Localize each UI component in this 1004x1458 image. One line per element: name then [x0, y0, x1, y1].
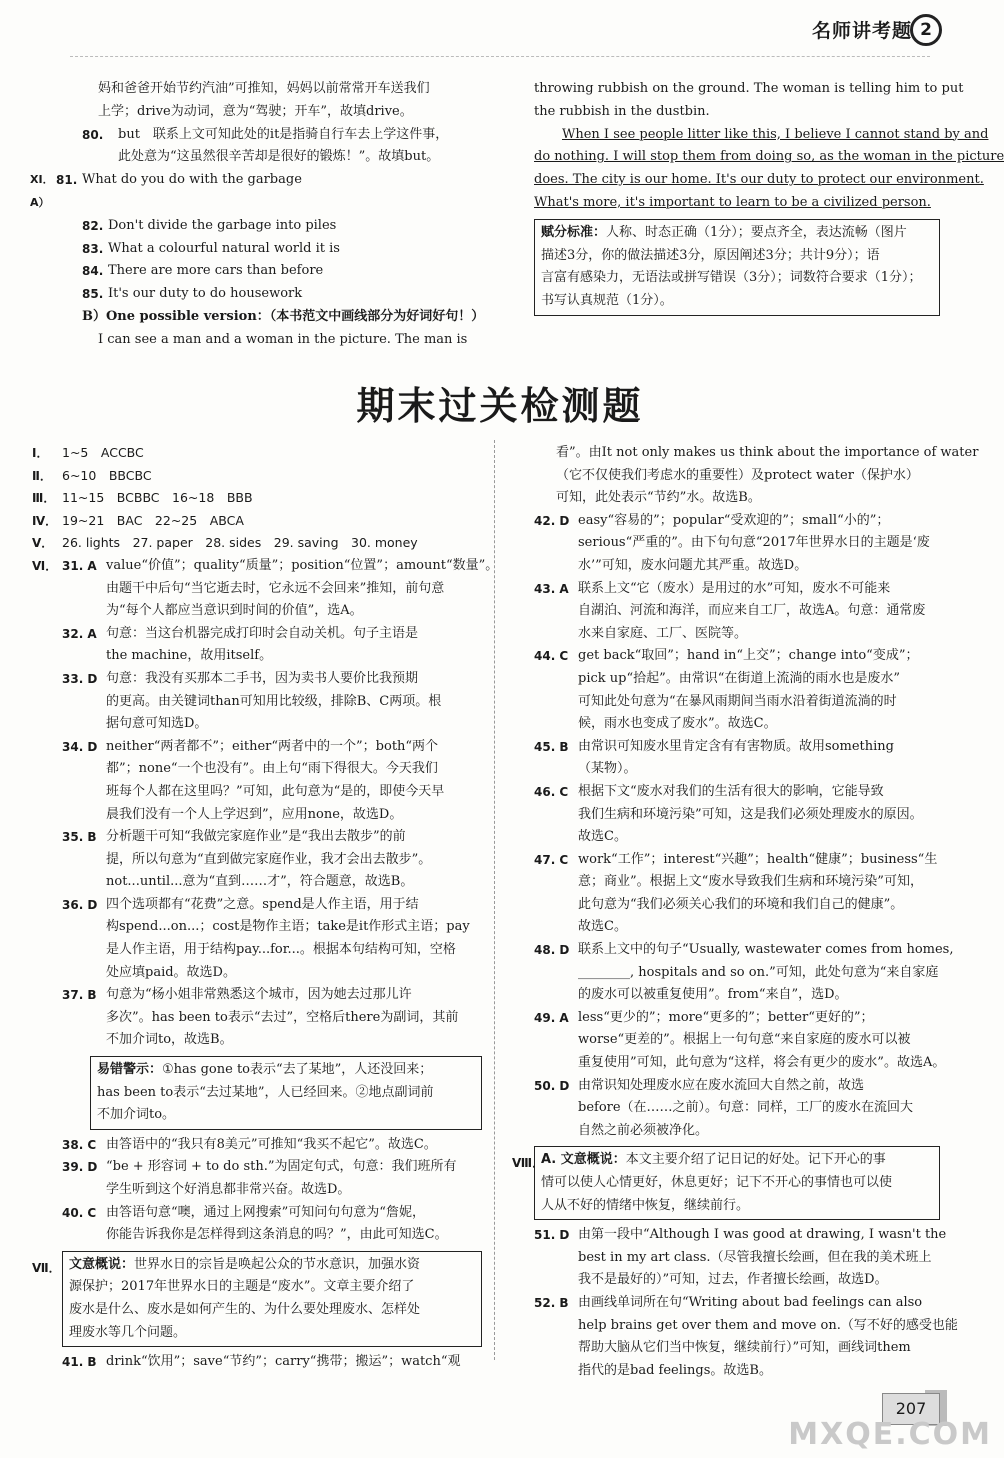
- text-line: 是人作主语，用于结构pay...for...。根据本句结构可知，空格: [106, 942, 456, 958]
- text-line: 我们生病和环境污染”可知，这是我们必须处理废水的原因。: [578, 806, 923, 822]
- text-line: 候，雨水也变成了废水”。故选C。: [578, 716, 777, 732]
- text-line: 自湖泊、河流和海洋，而应来自工厂，故选A。句意：通常废: [578, 603, 926, 619]
- text-line: 句意为“杨小姐非常熟悉这个城市，因为她去过那儿许: [106, 987, 412, 1003]
- item-number: 36. D: [62, 897, 98, 912]
- text-line: 看”。由It not only makes us think about the importance of water: [556, 445, 979, 460]
- item-text: What a colourful natural world it is: [108, 240, 340, 256]
- text-line: 学生听到这个好消息都非常兴奋。故选D。: [106, 1182, 351, 1197]
- text-line: drink“饮用”；save“节约”；carry“携带；搬运”；watch“观: [106, 1354, 461, 1370]
- text-line: 可知，此处表示“节约”水。故选B。: [556, 490, 761, 506]
- text-line: 联系上文中的句子“Usually, wastewater comes from homes,: [578, 942, 954, 958]
- passage-summary-box: [534, 1146, 940, 1220]
- item-text: It's our duty to do housework: [108, 286, 303, 302]
- answer-row-i: [32, 442, 482, 465]
- answer-item-34: [62, 736, 482, 826]
- item-number: 44. C: [534, 649, 569, 664]
- answer-item-49: [534, 1007, 946, 1075]
- text-line: 可知此处句意为“在暴风雨期间当雨水沿着街道流淌的时: [578, 693, 897, 709]
- essay-line: the rubbish in the dustbin.: [534, 103, 710, 119]
- item-number: 81.: [56, 173, 78, 188]
- item-number: 40. C: [62, 1205, 97, 1220]
- header-rule: [70, 56, 930, 57]
- item-number: 48. D: [534, 943, 570, 958]
- section-label: Ⅳ．: [32, 513, 58, 528]
- text-line: 为“每个人都应当意识到时间的价值”，选A。: [106, 603, 363, 619]
- text-line: 上学；drive为动词，意为“驾驶；开车”，故填drive。: [98, 103, 413, 119]
- text-line: value“价值”；quality“质量”；position“位置”；amount“数量”。: [106, 557, 499, 573]
- text-line: 根据下文“废水对我们的生活有很大的影响，它能导致: [578, 783, 884, 799]
- text-line: 人称、时态正确（1分）；要点齐全，表达流畅（图片: [606, 224, 907, 240]
- text-line: 由答语中的“我只有8美元”可推知“我买不起它”。故选C。: [106, 1136, 437, 1152]
- text-line: 联系上文“它（废水）是用过的水”可知，废水不可能来: [578, 580, 891, 596]
- text-line: 晨我们没有一个人上学迟到”，应用none，故选D。: [106, 806, 403, 822]
- text-line: 分析题干可知“我做完家庭作业”是“我出去散步”的前: [106, 829, 406, 845]
- text-line: has been to表示“去过某地”，人已经回来。②地点副词前: [97, 1084, 434, 1100]
- item-number: 50. D: [534, 1078, 570, 1093]
- text-line: worse“更差的”。根据上一句句意“来自家庭的废水可以被: [578, 1032, 911, 1048]
- text-line: 你能告诉我你是怎样得到这条消息的吗？”，由此可知选C。: [106, 1227, 448, 1243]
- text-line: （它不仅使我们考虑水的重要性）及protect water（保护水）: [556, 467, 919, 483]
- answer-item-44: [534, 645, 940, 735]
- answer-text: 6~10 BBCBC: [62, 467, 152, 483]
- answer-item-46: [534, 781, 940, 849]
- text-line: 由题干中后句“当它逝去时，它永远不会回来”推知，前句意: [106, 580, 445, 596]
- answer-item-82: [62, 215, 480, 238]
- text-line: 我不是最好的）”可知，过去，作者擅长绘画，故选D。: [578, 1272, 888, 1288]
- text-line: 的更高。由关键词than可知用比较级，排除B、C两项。根: [106, 693, 442, 709]
- text-line: 由第一段中“Although I was good at drawing, I wasn't the: [578, 1227, 947, 1243]
- brand-logo-icon: 2: [910, 14, 942, 46]
- item-number: 51. D: [534, 1228, 570, 1243]
- answer-item-36: [62, 894, 482, 984]
- text-line: 由画线单词所在句“Writing about bad feelings can also: [578, 1294, 923, 1310]
- answer-item-33: [62, 668, 482, 736]
- page-header: [0, 0, 1000, 70]
- text-line: get back“取回”；hand in“上交”；change into“变成”；: [578, 648, 919, 664]
- essay-line: When I see people litter like this, I believe I cannot stand by and: [562, 126, 989, 142]
- top-right-column: [534, 78, 1004, 320]
- answer-item-40: [62, 1202, 482, 1247]
- summary-label: A. 文意概说：: [541, 1152, 626, 1168]
- item-number: 41. B: [62, 1355, 97, 1370]
- essay-line: do nothing. I will stop them from doing so, as the woman in the picture: [534, 149, 1004, 165]
- answer-row-ii: [32, 465, 482, 488]
- text-line: 人从不好的情绪中恢复，继续前行。: [541, 1197, 750, 1213]
- item-number: 35. B: [62, 830, 97, 845]
- answer-row-iii: [32, 487, 482, 510]
- text-line: easy“容易的”；popular“受欢迎的”；small“小的”；: [578, 512, 890, 528]
- section-label-xi: XI．A）: [30, 173, 54, 209]
- series-brand: 名师讲考题: [811, 20, 912, 42]
- answer-row-iv: [32, 510, 482, 533]
- text-line: 句意：当这台机器完成打印时会自动关机。句子主语是: [106, 625, 419, 641]
- text-line: 不加介词to。: [97, 1107, 176, 1123]
- answer-text: 26. lights 27. paper 28. sides 29. saving 30. money: [62, 535, 418, 551]
- answer-item-83: [62, 238, 480, 261]
- answer-item-43: [534, 578, 940, 646]
- text-line: 班每个人都在这里吗？”可知，此句意为“是的，即使今天早: [106, 783, 445, 799]
- item-number: 84.: [82, 264, 104, 279]
- text-line: 理废水等几个问题。: [69, 1324, 187, 1340]
- item-number: 47. C: [534, 852, 569, 867]
- text-line: 句意：我没有买那本二手书，因为卖书人要价比我预期: [106, 670, 419, 686]
- answer-item-48: [534, 939, 954, 1007]
- item-number: 39. D: [62, 1160, 98, 1175]
- text-line: 世界水日的宗旨是唤起公众的节水意识，加强水资: [134, 1256, 421, 1272]
- scoring-label: 赋分标准：: [541, 224, 607, 240]
- answer-item-31: [62, 555, 499, 623]
- right-column: [512, 442, 979, 1382]
- top-left-column: [30, 78, 485, 352]
- section-label: Ⅴ．: [32, 536, 54, 551]
- answer-text: 19~21 BAC 22~25 ABCA: [62, 512, 244, 528]
- text-line: 提，所以句意为“直到做完家庭作业，我才会出去散步”。: [106, 851, 432, 867]
- answer-item-35: [62, 826, 482, 894]
- text-line: 指代的是bad feelings。故选B。: [578, 1362, 772, 1378]
- text-line: 构spend...on...；cost是物作主语；take是it作形式主语；pay: [106, 919, 470, 935]
- common-mistake-box: [90, 1056, 482, 1130]
- answer-item-47: [534, 849, 940, 939]
- item-number: 83.: [82, 241, 104, 256]
- answer-item-50: [534, 1075, 940, 1143]
- item-text: There are more cars than before: [108, 263, 324, 279]
- text-line: 废水是什么、废水是如何产生的、为什么要处理废水、怎样处: [69, 1301, 421, 1317]
- text-line: 据句意可知选D。: [106, 716, 208, 732]
- section-label-vi: Ⅵ．: [32, 558, 58, 573]
- item-number: 85.: [82, 287, 104, 302]
- text-line: 情可以使人心情更好，休息更好；记下不开心的事情也可以使: [541, 1175, 893, 1190]
- item-text: What do you do with the garbage: [82, 172, 302, 188]
- text-line: 四个选项都有“花费”之意。spend是人作主语，用于结: [106, 896, 419, 912]
- section-label-viii: Ⅷ．: [512, 1156, 545, 1171]
- item-number: 33. D: [62, 671, 98, 686]
- text-line: 故选C。: [578, 919, 627, 935]
- answer-item-80: [62, 124, 480, 170]
- warning-label: 易错警示：: [97, 1062, 163, 1078]
- item-number: 31. A: [62, 558, 97, 573]
- text-line: 书写认真规范（1分）。: [541, 293, 673, 309]
- text-line: 都”；none“一个也没有”。由上句“雨下得很大。今天我们: [106, 761, 438, 777]
- section-label: Ⅲ．: [32, 491, 56, 506]
- text-line: 多次”。has been to表示“去过”，空格后there为副词，其前: [106, 1009, 459, 1025]
- answer-item-39: [62, 1156, 482, 1201]
- text-line: 自然之前必须被净化。: [578, 1122, 709, 1138]
- watermark: MXQE.COM: [788, 1417, 992, 1452]
- left-column: [32, 442, 499, 1374]
- text-line: 重复使用”可知，此句意为“这样，将会有更少的废水”。故选A。: [578, 1055, 946, 1071]
- text-line: pick up“拾起”。由常识“在街道上流淌的雨水也是废水”: [578, 670, 901, 686]
- text-line: ________, hospitals and so on.”可知，此处句意为“来自家庭: [578, 964, 939, 980]
- text-line: not...until...意为“直到……才”，符合题意，故选B。: [106, 874, 414, 890]
- text-line: before（在……之前）。句意：同样，工厂的废水在流回大: [578, 1100, 914, 1116]
- text-line: 此处意为“这虽然很辛苦却是很好的锻炼！”。故填but。: [118, 149, 440, 165]
- essay-line: throwing rubbish on the ground. The woman is telling him to put: [534, 81, 964, 96]
- answer-item-42: [534, 510, 940, 578]
- text-line: 水’”可知，废水问题尤其严重。故选D。: [578, 557, 808, 573]
- text-line: 的废水可以被重复使用”。from“来自”，选D。: [578, 987, 848, 1003]
- item-number: 38. C: [62, 1137, 97, 1152]
- text-line: 言富有感染力，无语法或拼写错误（3分）；词数符合要求（1分）；: [541, 270, 922, 286]
- text-line: 由答语句意“噢，通过上网搜索”可知问句句意为“詹妮，: [106, 1204, 425, 1220]
- item-number: 82.: [82, 218, 104, 233]
- answer-item-84: [62, 260, 480, 283]
- summary-label: 文意概说：: [69, 1256, 135, 1272]
- passage-summary-box: [62, 1251, 482, 1347]
- answer-item-41: [32, 1351, 482, 1374]
- text-line: “be + 形容词 + to do sth.”为固定句式，句意：我们班所有: [106, 1159, 457, 1175]
- answer-item-38: [62, 1134, 482, 1157]
- one-possible-version-heading: B）One possible version：（本书范文中画线部分为好词好句！）: [82, 308, 485, 324]
- text-line: 妈和爸爸开始节约汽油”可推知，妈妈以前常常开车送我们: [98, 81, 430, 96]
- item-number: 45. B: [534, 739, 569, 754]
- page-title: 期末过关检测题: [356, 384, 644, 428]
- answer-item-81: [30, 169, 480, 215]
- text-line: （某物）。: [578, 761, 637, 777]
- text-line: 意；商业”。根据上文“废水导致我们生病和环境污染”可知，: [578, 874, 923, 890]
- text-line: less“更少的”；more“更多的”；better“更好的”；: [578, 1009, 874, 1025]
- text-line: neither“两者都不”；either“两者中的一个”；both“两个: [106, 738, 439, 754]
- answer-item-51: [534, 1224, 947, 1292]
- text-line: 处应填paid。故选D。: [106, 964, 236, 980]
- page-number: 207: [882, 1393, 940, 1425]
- section-label: Ⅰ．: [32, 446, 49, 460]
- item-text: Don't divide the garbage into piles: [108, 217, 337, 233]
- item-number: 42. D: [534, 513, 570, 528]
- essay-line: I can see a man and a woman in the picture. The man is: [98, 331, 468, 347]
- text-line: 不加介词to，故选B。: [106, 1032, 233, 1048]
- section-label-vii: Ⅶ．: [32, 1260, 61, 1275]
- text-line: 源保护；2017年世界水日的主题是“废水”。文章主要介绍了: [69, 1279, 415, 1295]
- text-line: serious“严重的”。由下句句意“2017年世界水日的主题是‘废: [578, 535, 930, 551]
- answer-row-v: [32, 532, 482, 555]
- text-line: 水来自家庭、工厂、医院等。: [578, 625, 748, 641]
- item-number: 80.: [82, 127, 104, 142]
- text-line: but 联系上文可知此处的it是指骑自行车去上学这件事，: [118, 126, 449, 142]
- item-number: 46. C: [534, 784, 569, 799]
- text-line: 由常识知处理废水应在废水流回大自然之前，故选: [578, 1077, 865, 1093]
- answer-item-37: [62, 984, 482, 1052]
- text-line: the machine，故用itself。: [106, 648, 273, 664]
- text-line: 本文主要介绍了记日记的好处。记下开心的事: [625, 1152, 886, 1168]
- text-line: help brains get over them and move on.（写不好的感受也能: [578, 1317, 958, 1333]
- item-number: 34. D: [62, 739, 98, 754]
- item-number: 49. A: [534, 1010, 569, 1025]
- essay-line: What's more, it's important to learn to be a civilized person.: [534, 194, 931, 210]
- text-line: 此句意为“我们必须关心我们的环境和我们自己的健康”。: [578, 896, 904, 912]
- text-line: best in my art class.（尽管我擅长绘画，但在我的美术班上: [578, 1249, 932, 1265]
- answer-item-32: [62, 623, 482, 668]
- answer-item-45: [534, 736, 940, 781]
- answer-item-52: [534, 1292, 958, 1382]
- text-line: 帮助大脑从它们当中恢复，继续前行）”可知，画线词them: [578, 1340, 911, 1356]
- item-number: 43. A: [534, 581, 569, 596]
- item-number: 32. A: [62, 626, 97, 641]
- text-line: work“工作”；interest“兴趣”；health“健康”；business“生: [578, 851, 938, 867]
- answer-text: 11~15 BCBBC 16~18 BBB: [62, 490, 253, 506]
- item-number: 37. B: [62, 988, 97, 1003]
- section-label: Ⅱ．: [32, 468, 52, 483]
- item-number: 52. B: [534, 1295, 569, 1310]
- text-line: ①has gone to表示“去了某地”，人还没回来；: [162, 1062, 433, 1078]
- text-line: 描述3分，你的做法描述3分，原因阐述3分；共计9分）；语: [541, 247, 880, 263]
- scoring-criteria-box: [534, 219, 940, 316]
- essay-line: does. The city is our home. It's our duty to protect our environment.: [534, 172, 984, 188]
- answer-text: 1~5 ACCBC: [62, 445, 144, 460]
- text-line: 由常识可知废水里肯定含有有害物质。故用something: [578, 738, 894, 754]
- answer-item-85: [62, 283, 480, 306]
- text-line: 故选C。: [578, 829, 627, 845]
